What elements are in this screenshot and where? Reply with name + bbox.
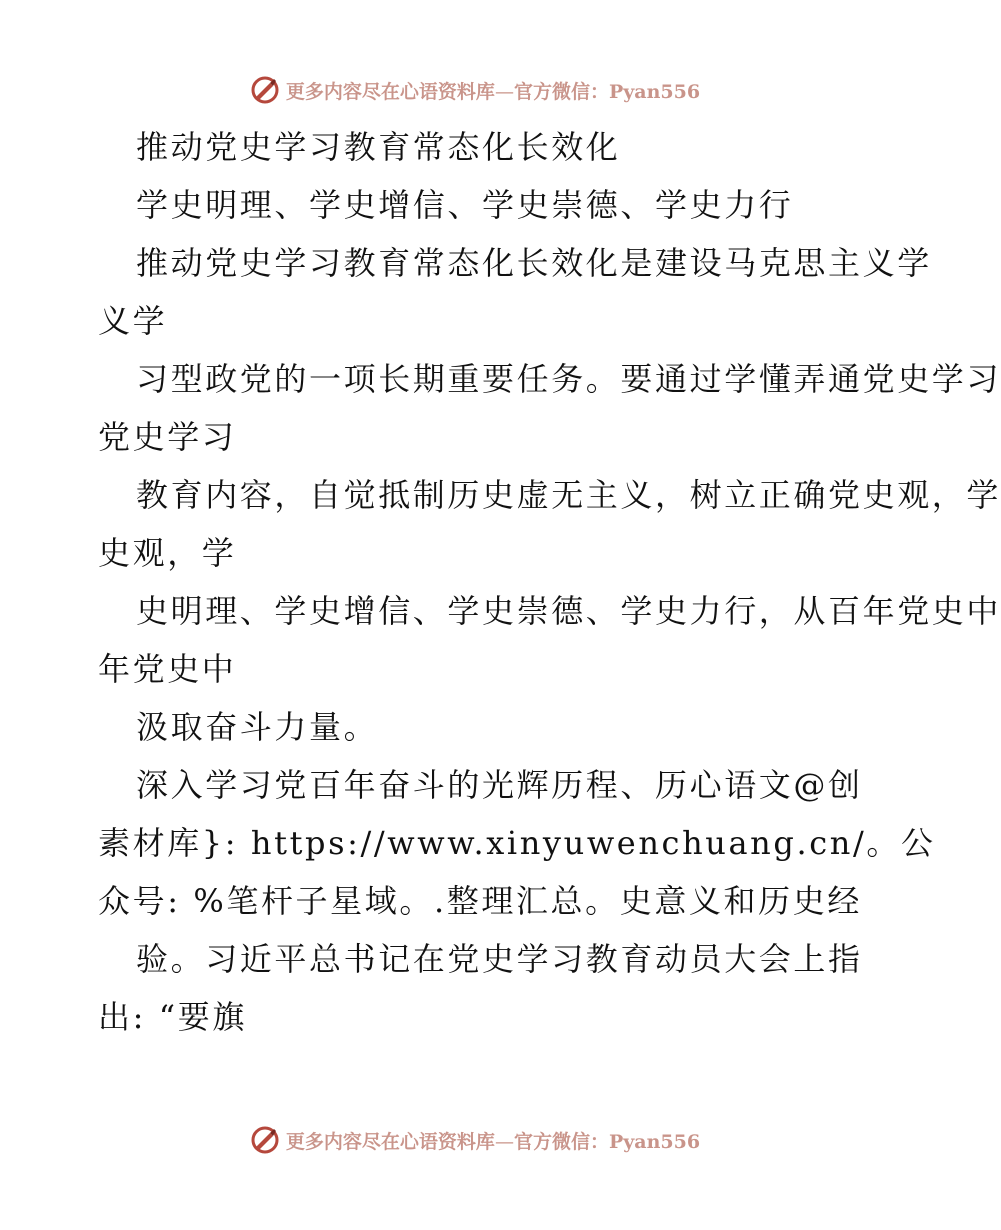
document-body	[98, 118, 1001, 1046]
watermark-group	[250, 75, 700, 105]
pen-circle-logo-icon	[250, 75, 280, 105]
doc-line: 教育内容，自觉抵制历史虚无主义，树立正确党史观，学	[136, 476, 1001, 514]
doc-subtitle: 学史明理、学史增信、学史崇德、学史力行	[136, 186, 794, 224]
doc-line: 史观，学	[98, 534, 237, 572]
doc-line: 素材库}: https://www.xinyuwenchuang.cn/。公	[98, 824, 936, 862]
watermark-main: 更多内容尽在心语资料库	[285, 80, 495, 103]
watermark-group	[250, 1125, 700, 1155]
watermark-text	[286, 77, 700, 104]
watermark-text	[286, 1127, 700, 1154]
doc-line: 党史学习	[98, 418, 237, 456]
watermark-dash: —	[494, 80, 514, 103]
doc-line: 众号: %笔杆子星域。.整理汇总。史意义和历史经	[98, 882, 862, 920]
doc-title: 推动党史学习教育常态化长效化	[136, 128, 621, 166]
header-watermark	[0, 70, 950, 110]
doc-line: 年党史中	[98, 650, 237, 688]
doc-line: 推动党史学习教育常态化长效化是建设马克思主义学	[136, 244, 932, 282]
footer-watermark	[0, 1120, 950, 1160]
doc-line: 史明理、学史增信、学史崇德、学史力行，从百年党史中	[136, 592, 1001, 630]
doc-line: 义学	[98, 302, 168, 340]
watermark-main: 更多内容尽在心语资料库	[285, 1130, 495, 1153]
watermark-dash: —	[494, 1130, 514, 1153]
watermark-tail: 官方微信：Pyan556	[513, 80, 701, 103]
doc-line: 验。习近平总书记在党史学习教育动员大会上指	[136, 940, 863, 978]
pen-circle-logo-icon	[250, 1125, 280, 1155]
doc-line: 汲取奋斗力量。	[136, 708, 379, 746]
doc-line: 深入学习党百年奋斗的光辉历程、历心语文@创	[136, 766, 863, 804]
doc-line: 习型政党的一项长期重要任务。要通过学懂弄通党史学习	[136, 360, 1001, 398]
doc-line: 出: “要旗	[98, 998, 247, 1036]
watermark-tail: 官方微信：Pyan556	[513, 1130, 701, 1153]
